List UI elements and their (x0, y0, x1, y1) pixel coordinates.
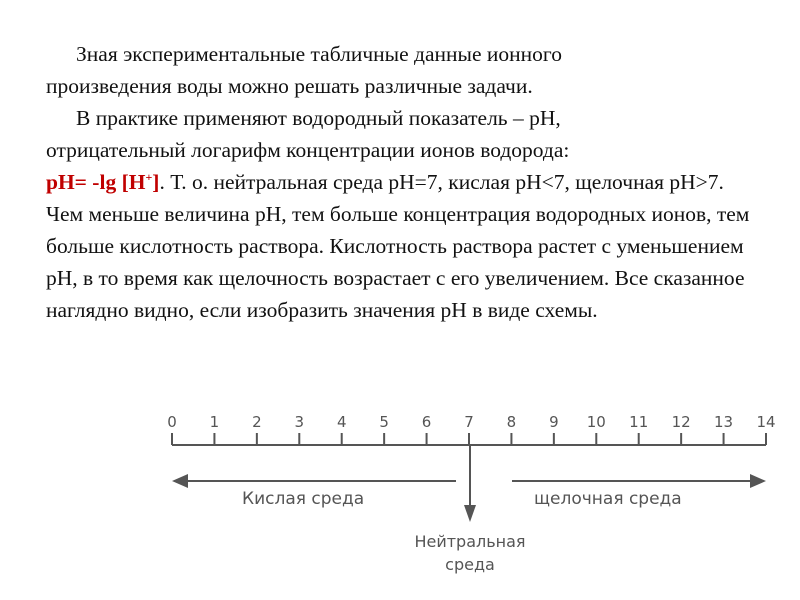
ph-formula-superscript: + (145, 169, 153, 184)
paragraph-2-rest: . Т. о. нейтральная среда pH=7, кислая pH<7, щелочная pH>7. Чем меньше величина pH, тем больше концентрация водородных ионов, тем больше кислотность раствора. Кислотность раствора растет с уменьшением pH, в то время как щелочность возрастает с его увеличением. Все сказанное наглядно видно, если изобразить значения pH в виде схемы. (46, 170, 750, 322)
tick-label-10: 10 (586, 413, 606, 431)
tick-label-2: 2 (252, 413, 262, 431)
tick-label-7: 7 (464, 413, 474, 431)
tick-label-11: 11 (629, 413, 649, 431)
neutral-label-line-2: среда (445, 555, 495, 574)
tick-label-8: 8 (506, 413, 517, 431)
acid-label: Кислая среда (242, 489, 365, 509)
neutral-arrow (464, 445, 476, 522)
tick-marks (172, 433, 766, 445)
acid-arrow (172, 474, 456, 488)
tick-label-14: 14 (756, 413, 776, 431)
paragraph-2-line-2: отрицательный логарифм концентрации ионов водорода: (46, 138, 570, 162)
neutral-label-line-1: Нейтральная (414, 532, 526, 551)
ph-formula-main: pH= -lg [H (46, 170, 146, 194)
tick-label-5: 5 (379, 413, 389, 431)
alkaline-label: щелочная среда (534, 489, 682, 509)
tick-label-12: 12 (671, 413, 691, 431)
paragraph-1-line-1: Зная экспериментальные табличные данные ионного (76, 42, 562, 66)
tick-label-9: 9 (549, 413, 559, 431)
tick-label-4: 4 (336, 413, 347, 431)
paragraph-2-intro: В практике применяют водородный показатель – pH, (76, 106, 561, 130)
tick-label-6: 6 (421, 413, 432, 431)
tick-labels (167, 413, 775, 431)
tick-label-0: 0 (167, 413, 177, 431)
ph-formula-close: ] (152, 170, 160, 194)
paragraph-1-line-2: произведения воды можно решать различные задачи. (46, 74, 533, 98)
tick-label-3: 3 (294, 413, 305, 431)
tick-label-13: 13 (714, 413, 734, 431)
tick-label-1: 1 (209, 413, 220, 431)
alkaline-arrow (512, 474, 766, 488)
